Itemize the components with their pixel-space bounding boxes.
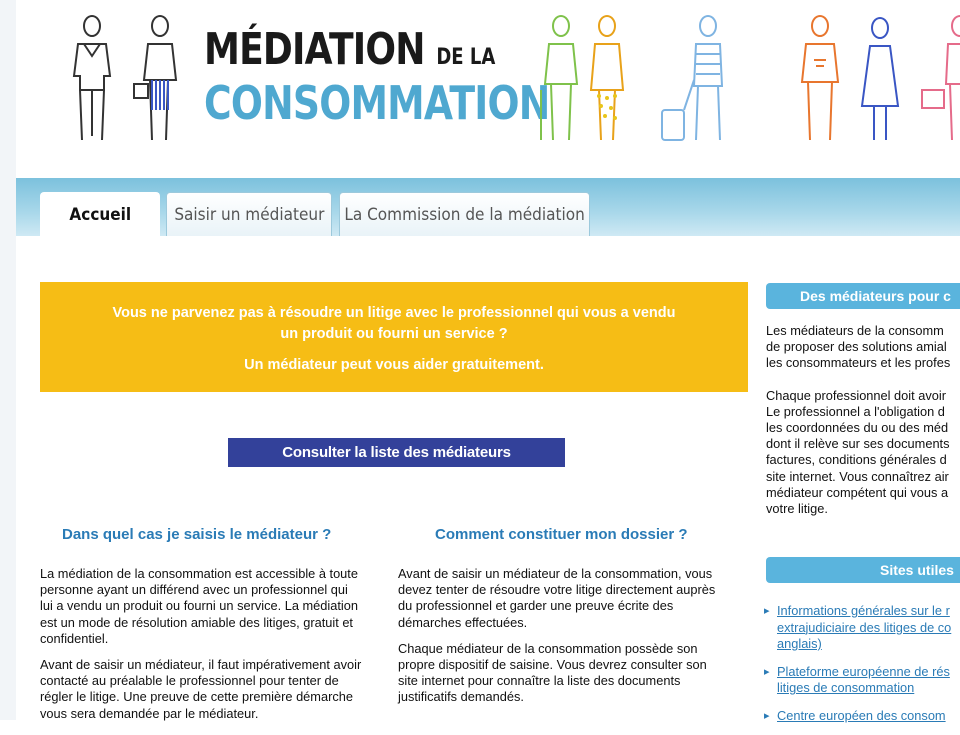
section-title-file: Comment constituer mon dossier ? — [435, 526, 688, 543]
person-illustration — [64, 10, 124, 146]
traveler-illustration — [656, 10, 736, 146]
chevron-right-icon: ▸ — [764, 709, 770, 722]
info-question-line2: un produit ou fourni un service ? — [280, 326, 508, 342]
consult-mediators-button[interactable]: Consulter la liste des médiateurs — [228, 438, 565, 467]
logo-word-de-la: DE LA — [436, 45, 496, 70]
link-informations-generales[interactable]: ▸ Informations générales sur le r extrajudiciaire des litiges de co anglais) — [764, 603, 952, 651]
person-with-bag-illustration — [128, 10, 188, 146]
info-banner — [40, 282, 748, 392]
site-banner — [16, 0, 960, 178]
tab-saisir-un-mediateur[interactable]: Saisir un médiateur — [166, 192, 332, 236]
tab-commission-mediation[interactable]: La Commission de la médiation — [339, 192, 590, 236]
logo-word-mediation: MÉDIATION — [204, 24, 425, 75]
useful-links-list — [764, 603, 960, 735]
sidebar-mediators-text: Les médiateurs de la consomm de proposer des solutions amial les consommateurs et les profes Chaque professionnel doit avoir Le professionnel a l'obligation d les coordonnées du ou des méd dont il relève sur ses documents factures, conditions générales d site internet. Vous connaîtrez air médiateur compétent qui vous a votre litige. — [766, 323, 951, 517]
person-with-briefcase-illustration — [916, 10, 960, 146]
info-help-text: Un médiateur peut vous aider gratuitement. — [244, 357, 544, 373]
couple-illustration — [531, 10, 641, 146]
chevron-right-icon: ▸ — [764, 605, 770, 617]
link-plateforme-europeenne[interactable]: ▸ Plateforme européenne de rés litiges de consommation — [764, 663, 950, 695]
link-centre-europeen[interactable]: ▸ Centre européen des consom — [764, 707, 946, 723]
tab-accueil[interactable]: Accueil — [40, 192, 160, 236]
section-body-when: La médiation de la consommation est accessible à toute personne ayant un différend avec un professionnel qui lui a vendu un produit ou fourni un service. La médiation est un mode de résolution amiable des litiges, gratuit et confidentiel. Avant de saisir un médiateur, il faut impérativement avoir contacté au préalable le professionnel pour tenter de régler le litige. Une preuve de cette première démarche vous sera demandée par le médiateur. — [40, 566, 362, 721]
sidebar-useful-sites-title: Sites utiles — [766, 557, 960, 583]
sidebar-mediators-title: Des médiateurs pour c — [766, 283, 960, 309]
logo-word-consommation: CONSOMMATION — [204, 76, 550, 130]
page-left-edge — [0, 0, 16, 720]
person-with-glasses-illustration — [792, 10, 852, 146]
woman-illustration — [850, 10, 910, 146]
chevron-right-icon: ▸ — [764, 665, 770, 678]
main-tab-bar — [16, 178, 960, 236]
section-title-when: Dans quel cas je saisis le médiateur ? — [62, 526, 332, 543]
section-body-file: Avant de saisir un médiateur de la consommation, vous devez tenter de résoudre votre litige directement auprès du professionnel et garder une preuve écrite des démarches effectuées. Chaque médiateur de la consommation possède son propre dispositif de saisine. Vous devrez consulter son site internet pour connaître la liste des documents justificatifs demandés. — [398, 566, 716, 705]
info-question-line1: Vous ne parvenez pas à résoudre un litige avec le professionnel qui vous a vendu — [112, 305, 676, 321]
